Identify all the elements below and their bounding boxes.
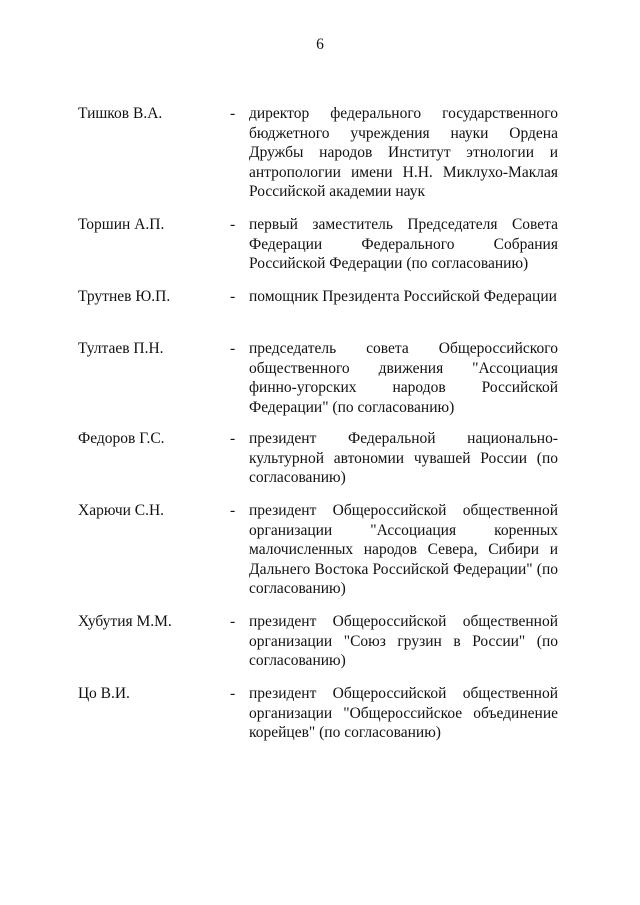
member-position: председатель совета Общероссийского общественного движения "Ассоциация финно-угорских народов Российской Федерации" (по согласованию) — [249, 340, 558, 416]
member-position: президент Общероссийской общественной организации "Ассоциация коренных малочисленных народов Севера, Сибири и Дальнего Востока Российской Федерации" (по согласованию) — [249, 502, 558, 597]
dash-separator: - — [230, 105, 236, 122]
list-item-fedorov — [0, 429, 640, 501]
member-position: директор федерального государственного бюджетного учреждения науки Ордена Дружбы народов Институт этнологии и антропологии имени Н.Н. Миклухо-Маклая Российской академии наук — [249, 105, 558, 200]
member-name: Хубутия М.М. — [78, 613, 172, 630]
list-item-trutnev — [0, 287, 640, 339]
list-item-haryuchi — [0, 501, 640, 612]
list-item-torshin — [0, 215, 640, 287]
member-name: Тултаев П.Н. — [78, 340, 164, 357]
member-name: Торшин А.П. — [78, 216, 165, 233]
list-item-khubutiya — [0, 612, 640, 684]
member-position: помощник Президента Российской Федерации — [249, 288, 557, 305]
dash-separator: - — [230, 613, 236, 630]
list-item-tultaev — [0, 339, 640, 429]
member-name: Харючи С.Н. — [78, 502, 165, 519]
member-position: президент Федеральной национально-культурной автономии чувашей России (по согласованию) — [249, 430, 558, 486]
dash-separator: - — [230, 216, 236, 233]
dash-separator: - — [230, 288, 236, 305]
list-item-tishkov — [0, 104, 640, 215]
member-position: президент Общероссийской общественной организации "Общероссийское объединение корейцев" (по согласованию) — [249, 685, 558, 741]
member-name: Федоров Г.С. — [78, 430, 165, 447]
member-name: Трутнев Ю.П. — [78, 288, 171, 305]
dash-separator: - — [230, 685, 236, 702]
dash-separator: - — [230, 502, 236, 519]
member-name: Тишков В.А. — [78, 105, 163, 122]
dash-separator: - — [230, 340, 236, 357]
member-name: Цо В.И. — [78, 685, 130, 702]
list-item-tso — [0, 684, 640, 744]
page-number: 6 — [316, 36, 324, 53]
dash-separator: - — [230, 430, 236, 447]
member-position: первый заместитель Председателя Совета Федерации Федерального Собрания Российской Федерации (по согласованию) — [249, 216, 558, 272]
member-position: президент Общероссийской общественной организации "Союз грузин в России" (по согласованию) — [249, 613, 558, 669]
member-list — [0, 104, 640, 744]
